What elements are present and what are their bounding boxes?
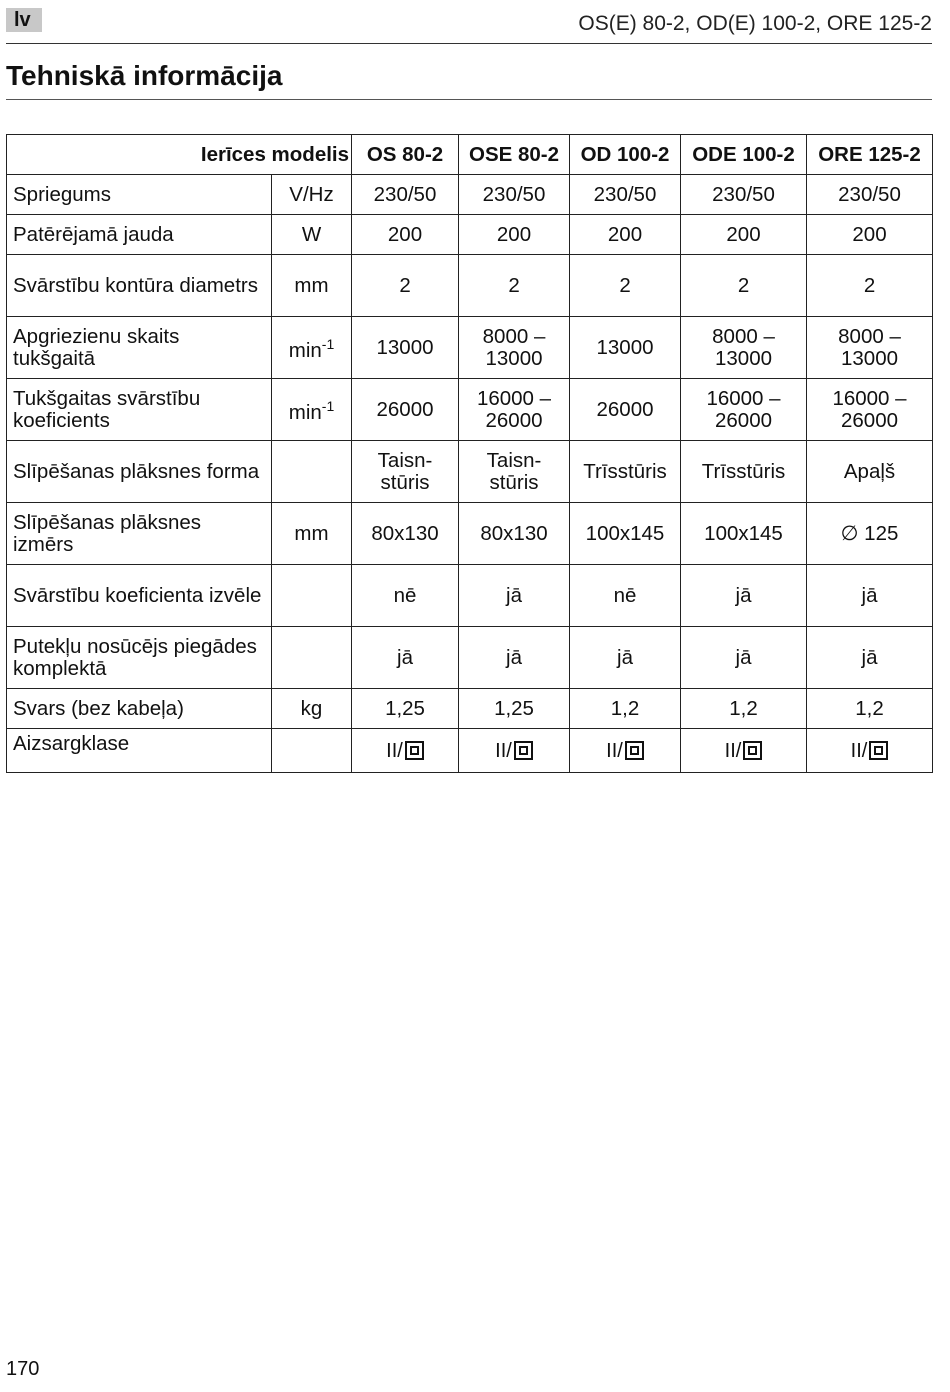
value-cell: 230/50 [681, 175, 807, 215]
value-cell: 230/50 [807, 175, 933, 215]
unit-cell [272, 175, 352, 215]
table-row [7, 689, 933, 729]
protection-class [725, 740, 763, 762]
value-cell [459, 729, 570, 773]
unit-cell [272, 503, 352, 565]
protection-class-text: II/ [606, 739, 623, 762]
table-row [7, 503, 933, 565]
unit-text: kg [300, 696, 323, 720]
table-row [7, 215, 933, 255]
value-cell: Trīsstūris [570, 441, 681, 503]
param-name-cell: Svārstību koeficienta izvēle [7, 565, 272, 627]
protection-class-text: II/ [724, 739, 742, 762]
unit-cell [272, 689, 352, 729]
table-row [7, 729, 933, 773]
language-badge: lv [6, 8, 42, 32]
double-insulation-icon [514, 741, 533, 760]
value-cell: nē [570, 565, 681, 627]
value-cell [681, 729, 807, 773]
value-cell: jā [459, 627, 570, 689]
technical-data-table [6, 134, 933, 773]
model-header: ODE 100-2 [681, 135, 807, 175]
value-cell: 26000 [352, 379, 459, 441]
unit-cell [272, 317, 352, 379]
value-cell: jā [459, 565, 570, 627]
param-name-cell: Svars (bez kabeļa) [7, 689, 272, 729]
value-cell: 230/50 [352, 175, 459, 215]
value-cell [352, 729, 459, 773]
value-cell: 8000 – 13000 [681, 317, 807, 379]
double-insulation-icon [869, 741, 888, 760]
model-header: OSE 80-2 [459, 135, 570, 175]
value-cell: jā [570, 627, 681, 689]
value-cell: 2 [570, 255, 681, 317]
param-name-cell: Slīpēšanas plāksnes forma [7, 441, 272, 503]
value-cell: 1,25 [459, 689, 570, 729]
value-cell: 1,2 [681, 689, 807, 729]
value-cell: jā [681, 627, 807, 689]
param-name-cell: Aizsargklase [7, 729, 272, 773]
value-cell [570, 729, 681, 773]
value-cell: 8000 – 13000 [807, 317, 933, 379]
page-title: Tehniskā informācija [6, 60, 283, 91]
table-row [7, 565, 933, 627]
unit-cell [272, 215, 352, 255]
value-cell: ∅ 125 [807, 503, 933, 565]
unit-text: min [288, 400, 322, 424]
value-cell: 2 [681, 255, 807, 317]
value-cell: 2 [352, 255, 459, 317]
model-label-header: Ierīces modelis [7, 135, 352, 175]
value-cell: jā [681, 565, 807, 627]
value-cell: 2 [459, 255, 570, 317]
param-name-cell: Putekļu nosūcējs piegādes komplektā [7, 627, 272, 689]
unit-superscript: -1 [321, 336, 335, 353]
unit-text: V/Hz [289, 182, 334, 206]
double-insulation-icon [743, 741, 762, 760]
value-cell: jā [807, 627, 933, 689]
value-cell: 16000 – 26000 [807, 379, 933, 441]
table-row [7, 255, 933, 317]
protection-class [495, 740, 533, 762]
value-cell: 200 [570, 215, 681, 255]
param-name-cell: Patērējamā jauda [7, 215, 272, 255]
value-cell [807, 729, 933, 773]
unit-superscript: -1 [321, 398, 335, 415]
model-header: OS 80-2 [352, 135, 459, 175]
value-cell: 16000 – 26000 [681, 379, 807, 441]
double-insulation-icon [405, 741, 424, 760]
value-cell: 8000 – 13000 [459, 317, 570, 379]
table-row [7, 379, 933, 441]
unit-cell [272, 729, 352, 773]
value-cell: Apaļš [807, 441, 933, 503]
value-cell: 230/50 [570, 175, 681, 215]
table-row [7, 441, 933, 503]
value-cell: 200 [459, 215, 570, 255]
param-name-cell: Slīpēšanas plāksnes izmērs [7, 503, 272, 565]
value-cell: 13000 [352, 317, 459, 379]
title-divider [6, 99, 932, 100]
value-cell: Taisn-stūris [459, 441, 570, 503]
unit-cell [272, 255, 352, 317]
value-cell: 200 [681, 215, 807, 255]
value-cell: 13000 [570, 317, 681, 379]
header-divider [6, 43, 932, 44]
value-cell: 1,2 [807, 689, 933, 729]
value-cell: 200 [352, 215, 459, 255]
unit-cell [272, 627, 352, 689]
param-name-cell: Svārstību kontūra diametrs [7, 255, 272, 317]
value-cell: nē [352, 565, 459, 627]
unit-cell [272, 379, 352, 441]
table-header-row [7, 135, 933, 175]
protection-class-text: II/ [386, 739, 403, 762]
value-cell: 2 [807, 255, 933, 317]
value-cell: 100x145 [681, 503, 807, 565]
protection-class [386, 740, 424, 762]
protection-class [606, 740, 644, 762]
table-row [7, 317, 933, 379]
model-header: OD 100-2 [570, 135, 681, 175]
unit-text: min [288, 338, 322, 362]
table-row [7, 627, 933, 689]
unit-cell [272, 565, 352, 627]
value-cell: 16000 – 26000 [459, 379, 570, 441]
value-cell: 230/50 [459, 175, 570, 215]
value-cell: Trīsstūris [681, 441, 807, 503]
value-cell: 1,2 [570, 689, 681, 729]
unit-text: mm [294, 521, 329, 545]
unit-text: W [301, 222, 322, 246]
table-body [7, 175, 933, 773]
protection-class [851, 740, 889, 762]
value-cell: 80x130 [352, 503, 459, 565]
value-cell: 200 [807, 215, 933, 255]
page-number: 170 [6, 1358, 40, 1380]
model-header: ORE 125-2 [807, 135, 933, 175]
protection-class-text: II/ [850, 739, 868, 762]
table-row [7, 175, 933, 215]
value-cell: 1,25 [352, 689, 459, 729]
protection-class-text: II/ [495, 739, 512, 762]
param-name-cell: Apgriezienu skaits tukšgaitā [7, 317, 272, 379]
value-cell: jā [352, 627, 459, 689]
double-insulation-icon [625, 741, 644, 760]
header-model-list: OS(E) 80-2, OD(E) 100-2, ORE 125-2 [578, 12, 932, 35]
value-cell: 80x130 [459, 503, 570, 565]
value-cell: jā [807, 565, 933, 627]
value-cell: 26000 [570, 379, 681, 441]
unit-cell [272, 441, 352, 503]
param-name-cell: Spriegums [7, 175, 272, 215]
unit-text: mm [294, 273, 329, 297]
value-cell: 100x145 [570, 503, 681, 565]
value-cell: Taisn-stūris [352, 441, 459, 503]
param-name-cell: Tukšgaitas svārstību koeficients [7, 379, 272, 441]
